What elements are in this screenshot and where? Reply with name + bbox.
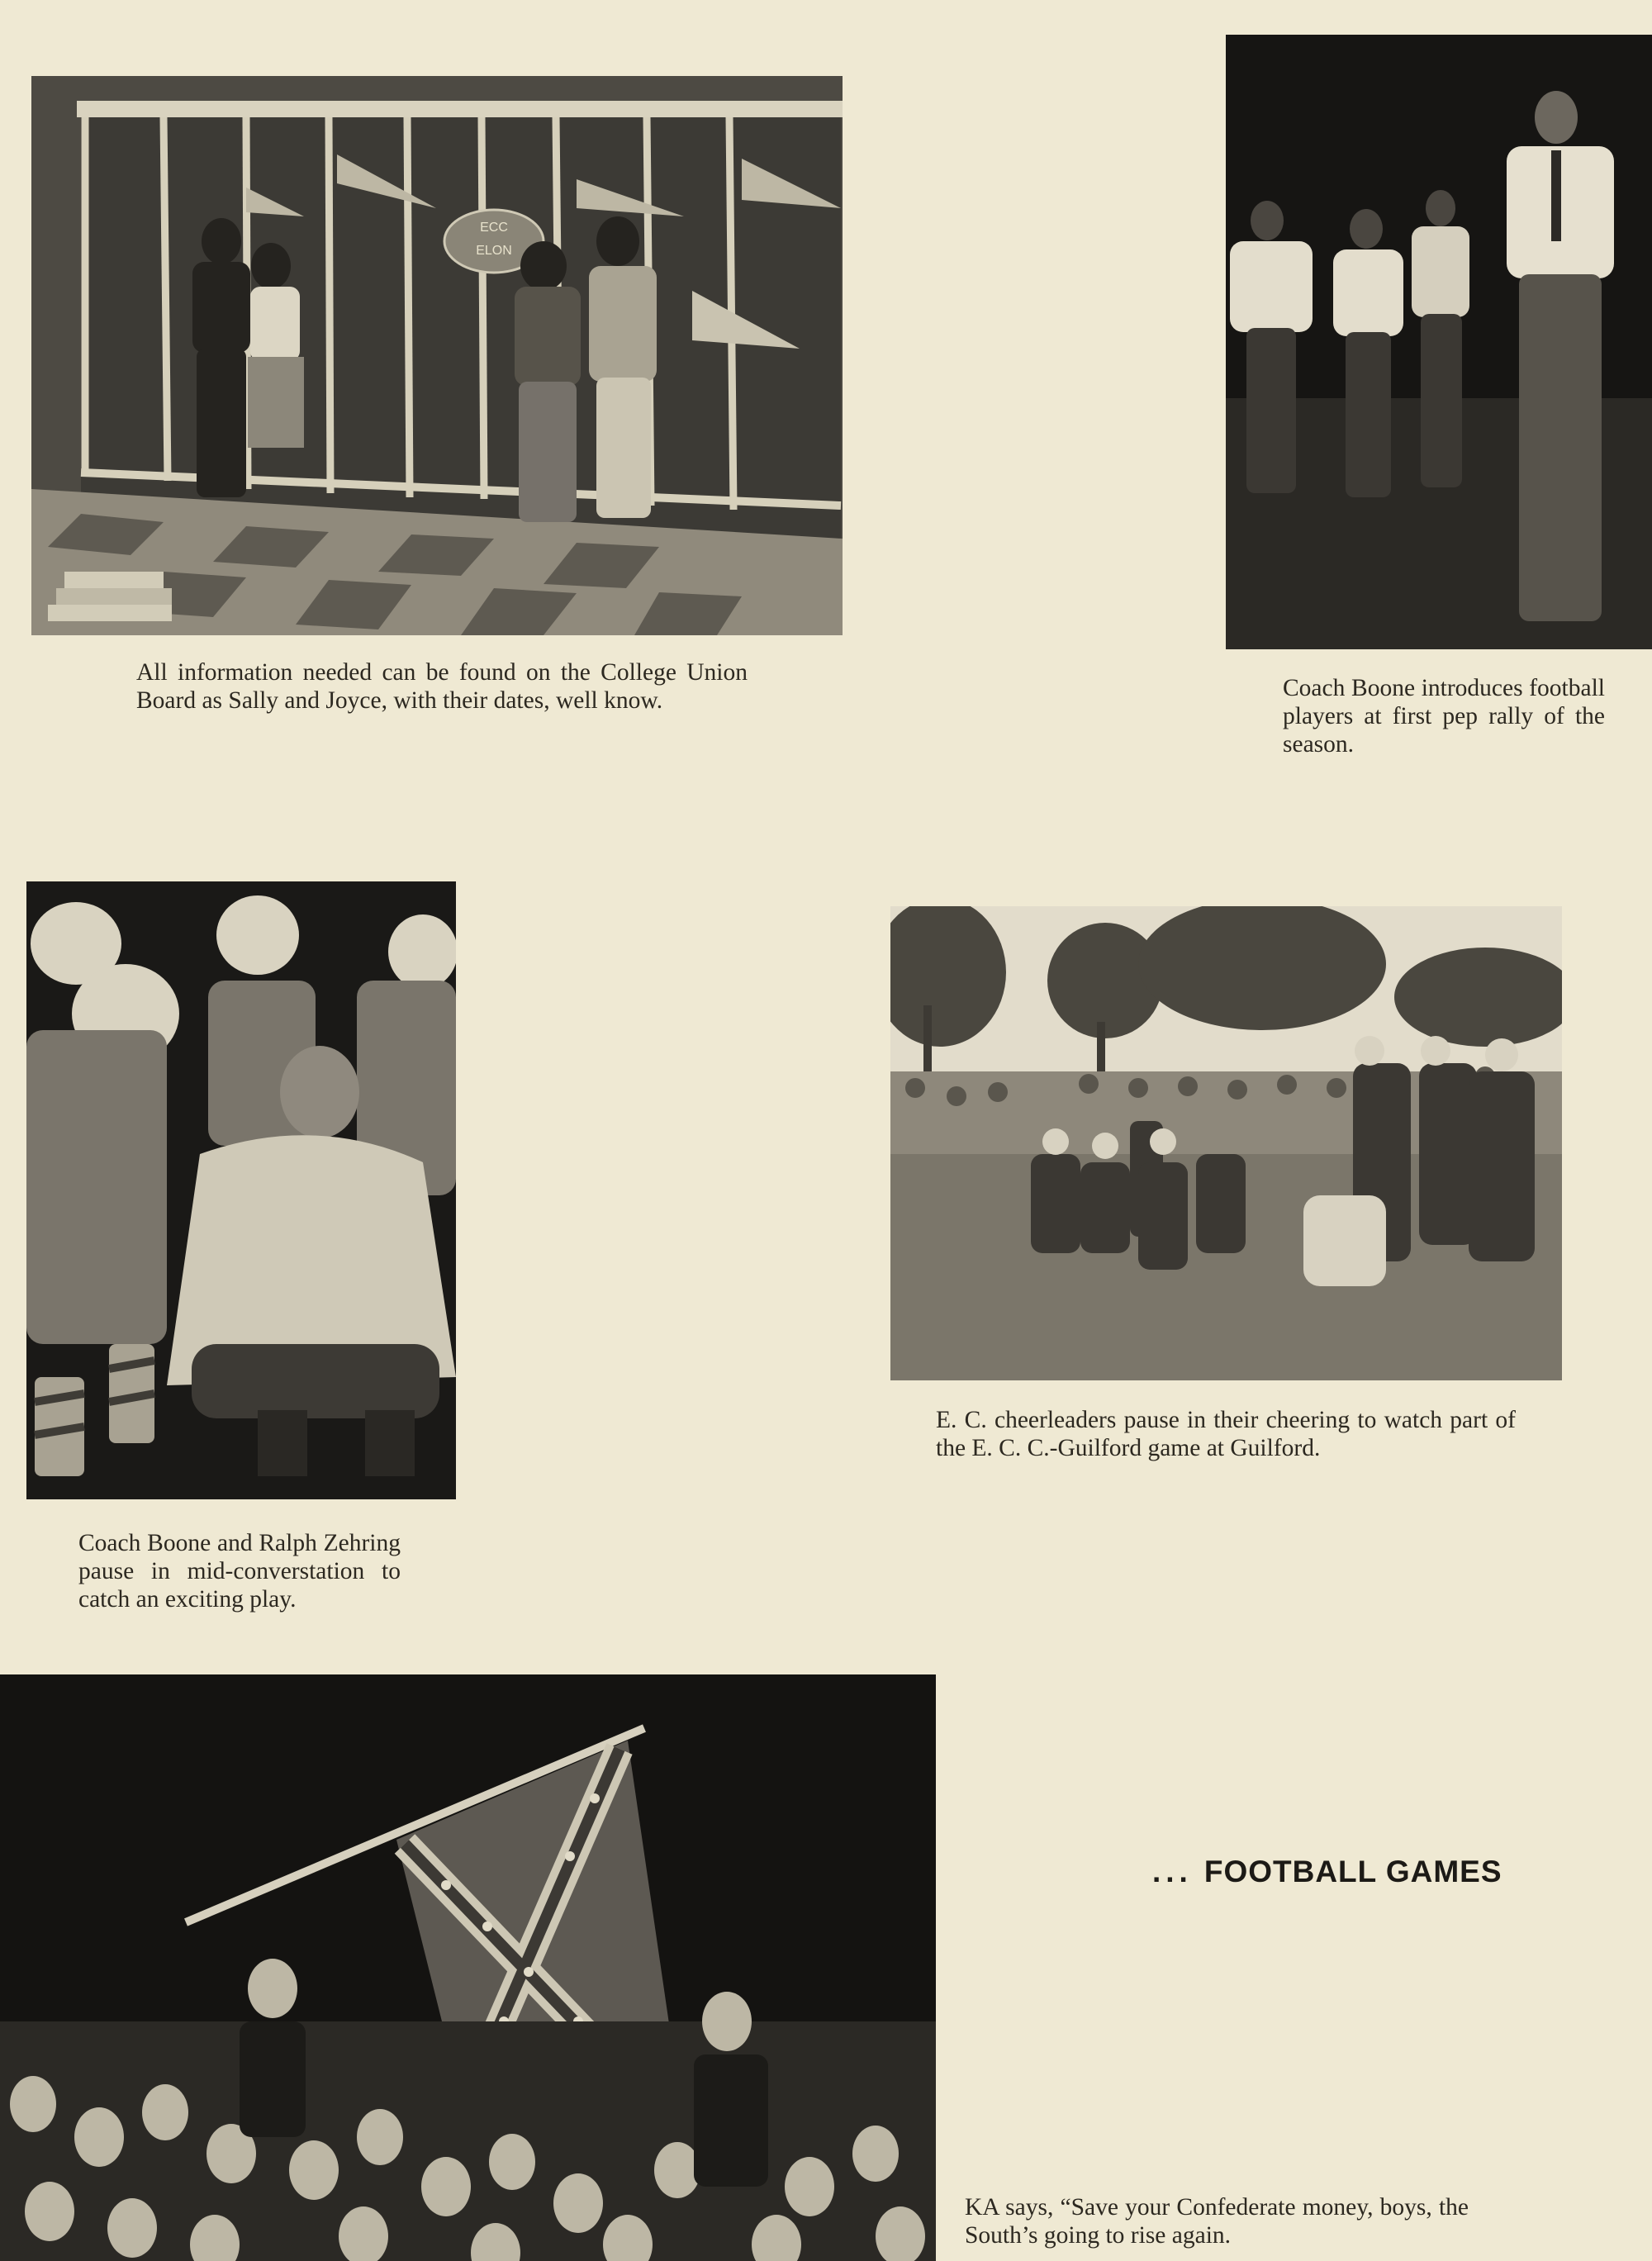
photo-flag-crowd <box>0 1674 936 2261</box>
photo-union-board <box>31 76 843 635</box>
svg-text:ECC: ECC <box>480 221 508 235</box>
photo-cheerleaders <box>890 906 1562 1380</box>
photo-sideline <box>26 881 456 1499</box>
section-heading <box>1152 1855 1502 1889</box>
caption-cheerleaders: E. C. cheerleaders pause in their cheering to watch part of the E. C. C.-Guilford game at Guilford. <box>936 1407 1516 1461</box>
photo-pep-rally <box>1226 35 1652 649</box>
caption-flag-crowd: KA says, “Save your Confederate money, boys, the South’s going to rise again. <box>965 2194 1469 2249</box>
heading-text: FOOTBALL GAMES <box>1203 1855 1502 1888</box>
caption-sideline: Coach Boone and Ralph Zehring pause in mid-converstation to catch an exciting play. <box>78 1530 401 1613</box>
caption-pep-rally: Coach Boone introduces football players at first pep rally of the season. <box>1283 675 1605 758</box>
heading-dots: ... <box>1152 1855 1193 1888</box>
caption-union-board: All information needed can be found on the College Union Board as Sally and Joyce, with their dates, well know. <box>136 659 748 714</box>
svg-text:ELON: ELON <box>476 244 512 258</box>
